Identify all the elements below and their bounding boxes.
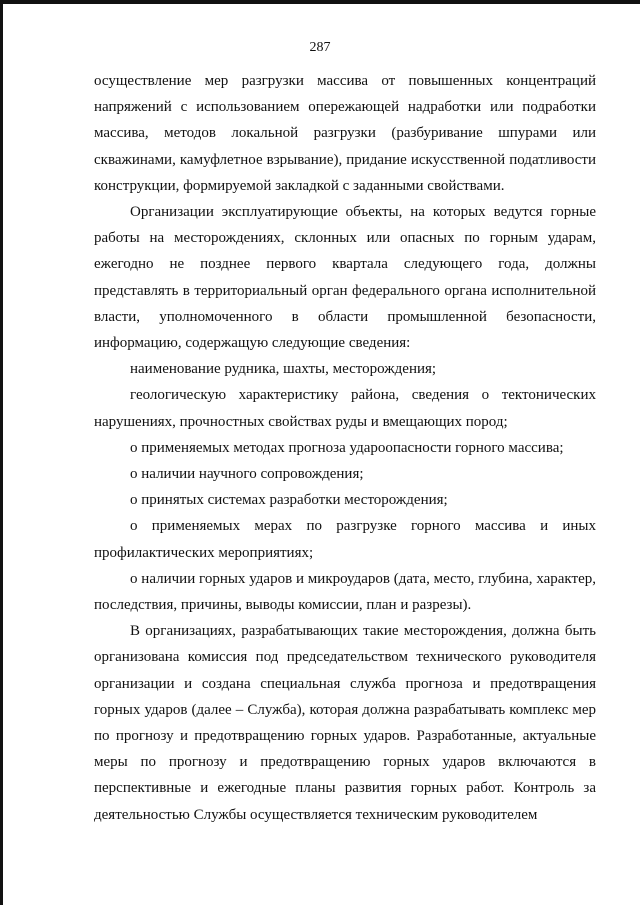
list-item-rockbursts: о наличии горных ударов и микроударов (дата, место, глубина, характер, последствия, причины, выводы комиссии, план и разрезы). (94, 570, 596, 614)
list-item-mine-name: наименование рудника, шахты, месторождения; (130, 361, 437, 378)
document-body (94, 68, 596, 828)
list-item-forecast-methods: о применяемых методах прогноза удароопасности горного массива; (130, 439, 564, 456)
list-item-unloading-measures: о применяемых мерах по разгрузке горного массива и иных профилактических мероприятиях; (94, 518, 596, 561)
paragraph-commission-service: В организациях, разрабатывающих такие месторождения, должна быть организована комиссия под председательством технического руководителя организации и создана специальная служба прогноза и предотвращения горных ударов (далее – Служба), которая должна разрабатывать комплекс мер по прогнозу и предотвращению горных ударов. Разработанные, актуальные меры по прогнозу и предотвращению горных ударов включаются в перспективные и ежегодные планы развития горных работ. Контроль за деятельностью Службы осуществляется техническим руководителем (94, 623, 596, 823)
list-item-scientific-support: о наличии научного сопровождения; (130, 466, 364, 483)
scan-border-top (0, 0, 640, 4)
scan-border-left (0, 0, 3, 905)
paragraph-reporting-requirement: Организации эксплуатирующие объекты, на которых ведутся горные работы на месторождениях, склонных или опасных по горным ударам, ежегодно не позднее первого квартала следующего года, должны представлять в территориальный орган федерального органа исполнительной власти, уполномоченного в области промышленной безопасности, информацию, содержащую следующие сведения: (94, 204, 596, 352)
list-item-geology: геологическую характеристику района, сведения о тектонических нарушениях, прочностных свойствах руды и вмещающих пород; (94, 387, 596, 430)
list-item-mining-systems: о принятых системах разработки месторождения; (130, 492, 448, 509)
paragraph-continuation: осуществление мер разгрузки массива от повышенных концентраций напряжений с использованием опережающей надработки или подработки массива, методов локальной разгрузки (разбуривание шпурами или скважинами, камуфлетное взрывание), придание искусственной податливости конструкции, формируемой закладкой с заданными свойствами. (94, 73, 596, 194)
page-number: 287 (309, 40, 331, 55)
